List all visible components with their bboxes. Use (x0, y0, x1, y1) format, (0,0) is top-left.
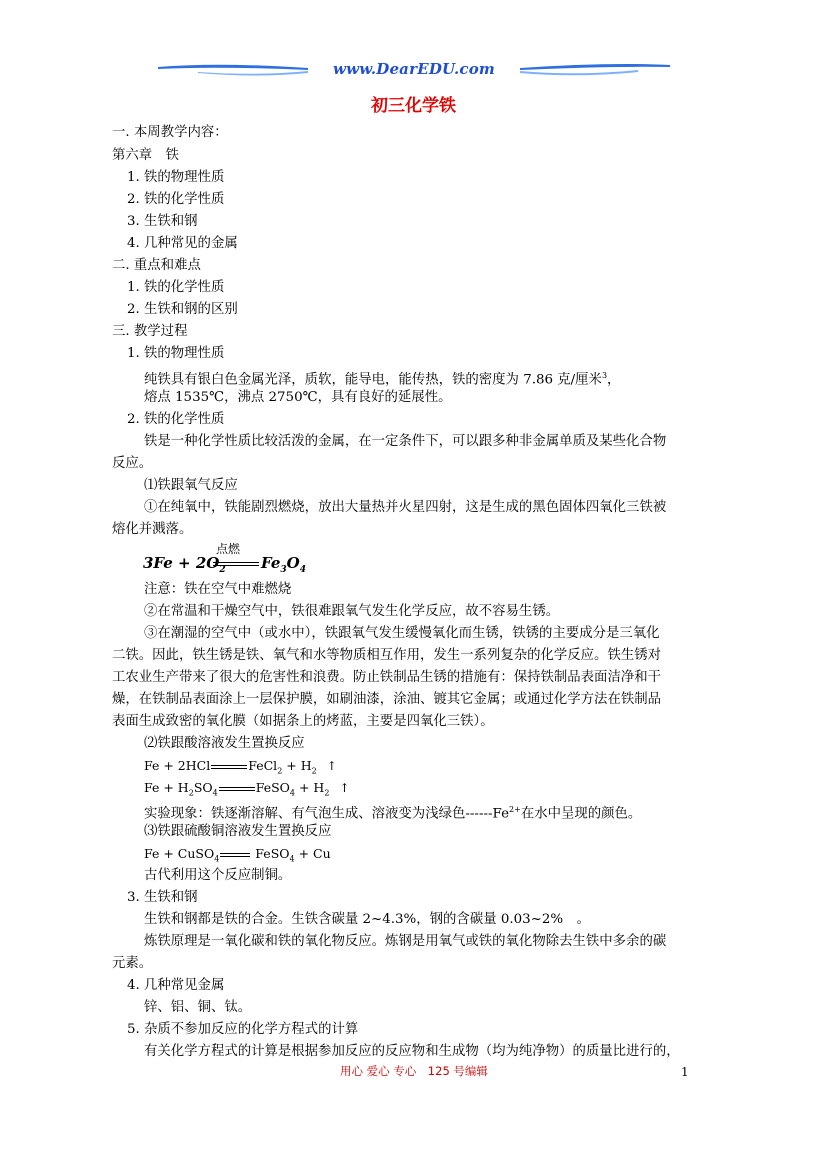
document-title: 初三化学铁 (371, 96, 456, 116)
hcl-equation: Fe + 2HCl FeCl$_2$ + $H_2$ ↑ (144, 758, 337, 776)
equals-bar (213, 562, 259, 566)
list-number: 1. (127, 280, 140, 295)
list-text: 铁的化学性质 (144, 192, 225, 207)
paragraph-line: 二铁。因此，铁生锈是铁、氧气和水等物质相互作用，发生一系列复杂的化学反应。铁生锈对 (112, 648, 662, 663)
paragraph-line: ②在常温和干燥空气中，铁很难跟氧气发生化学反应，故不容易生锈。 (144, 604, 560, 619)
subsection-heading: ⑴铁跟氧气反应 (144, 478, 238, 493)
list-item (127, 977, 737, 995)
list-item (127, 235, 737, 253)
list-number: 4. (127, 236, 140, 251)
paragraph-line (144, 367, 754, 389)
list-number: 2. (127, 192, 140, 207)
paragraph-line: 有关化学方程式的计算是根据参加反应的反应物和生成物（均为纯净物）的质量比进行的， (144, 1044, 680, 1059)
combustion-equation (143, 540, 343, 574)
list-text: 铁的化学性质 (144, 412, 225, 427)
list-number: 3. (127, 214, 140, 229)
cuso4-equation: Fe + CuSO$_4$ FeSO$_4$ + Cu (144, 846, 331, 864)
paragraph-line: 熔点 1535℃，沸点 2750℃，具有良好的延展性。 (144, 390, 452, 405)
paragraph-line: 铁是一种化学性质比较活泼的金属，在一定条件下，可以跟多种非金属单质及某些化合物 (144, 434, 667, 449)
page-number: 1 (681, 1065, 689, 1079)
paragraph-line: 表面生成致密的氧化膜（如据条上的烤蓝，主要是四氧化三铁）。 (112, 714, 494, 729)
subsection-heading: ⑶铁跟硫酸铜溶液发生置换反应 (144, 824, 332, 839)
paragraph-line: 生铁和钢都是铁的合金。生铁含碳量 2~4.3%，钢的含碳量 0.03~2% 。 (144, 912, 590, 927)
list-text: 生铁和钢 (144, 890, 198, 905)
equals-bar (220, 853, 250, 857)
paragraph-line: 燥，在铁制品表面涂上一层保护膜，如刷油漆，涂油、镀其它金属；或通过化学方法在铁制品 (112, 692, 662, 707)
list-item (127, 279, 737, 297)
list-item (127, 345, 737, 363)
paragraph-text: 纯铁具有银白色金属光泽，质软，能导电，能传热，铁的密度为 7.86 克/厘米 (144, 372, 602, 388)
reaction-condition: 点燃 (216, 542, 241, 556)
paragraph-line: 熔化并溅落。 (112, 522, 193, 537)
paragraph-line: 锌、铝、铜、钛。 (144, 1000, 252, 1015)
paragraph-line: ③在潮湿的空气中（或水中），铁跟氧气发生缓慢氧化而生锈，铁锈的主要成分是三氧化 (144, 626, 660, 641)
list-number: 1. (127, 170, 140, 185)
list-number: 4. (127, 978, 140, 993)
list-text: 铁的物理性质 (144, 170, 225, 185)
paragraph-text: ， (607, 372, 621, 388)
list-item (127, 889, 737, 907)
list-text: 铁的化学性质 (144, 280, 225, 295)
up-arrow-icon: ↑ (326, 759, 337, 773)
list-text: 几种常见的金属 (144, 236, 238, 251)
list-item (127, 191, 737, 209)
section-heading-2: 二. 重点和难点 (112, 258, 201, 273)
list-number: 2. (127, 412, 140, 427)
site-url[interactable]: www.DearEDU.com (332, 60, 495, 78)
site-banner (158, 58, 670, 82)
paragraph-line: ①在纯氧中，铁能剧烈燃烧，放出大量热并火星四射，这是生成的黑色固体四氧化三铁被 (144, 500, 667, 515)
paragraph-line: 古代利用这个反应制铜。 (144, 868, 292, 883)
paragraph-line: 反应。 (112, 456, 153, 471)
equals-bar (219, 787, 255, 791)
list-text: 生铁和钢的区别 (144, 302, 238, 317)
up-arrow-icon: ↑ (339, 781, 350, 795)
paragraph-line: 炼铁原理是一氧化碳和铁的氧化物反应。炼钢是用氧气或铁的氧化物除去生铁中多余的碳 (144, 934, 667, 949)
section-heading-1: 一. 本周教学内容： (112, 125, 228, 140)
list-text: 几种常见金属 (144, 978, 225, 993)
list-item (127, 411, 737, 429)
chapter-heading: 第六章 铁 (112, 148, 179, 163)
section-heading-3: 三. 教学过程 (112, 324, 188, 339)
paragraph-line: 实验现象：铁逐渐溶解、有气泡生成、溶液变为浅绿色$------Fe^{2+}$在水中呈现的颜色。 (144, 805, 642, 822)
superscript: 3 (601, 371, 608, 380)
list-item (127, 213, 737, 231)
equation-reactants: $3Fe + 2O_2$ (143, 554, 226, 575)
list-text: 铁的物理性质 (144, 346, 225, 361)
equation-products: $Fe_3O_4$ (261, 554, 306, 575)
paragraph-line: 元素。 (112, 956, 153, 971)
list-item (127, 301, 737, 319)
list-number: 1. (127, 346, 140, 361)
list-number: 5. (127, 1022, 140, 1037)
list-item (127, 169, 737, 187)
paragraph-line: 工农业生产带来了很大的危害性和浪费。防止铁制品生锈的措施有：保持铁制品表面洁净和干 (112, 670, 662, 685)
equals-bar (211, 765, 247, 769)
paragraph-line: 注意：铁在空气中难燃烧 (144, 582, 292, 597)
list-text: 生铁和钢 (144, 214, 198, 229)
list-number: 3. (127, 890, 140, 905)
footer-text: 用心 爱心 专心 125 号编辑 (340, 1064, 488, 1078)
h2so4-equation: $Fe + H_2SO_4$ FeSO$_4$ + $H_2$ ↑ (144, 780, 350, 798)
list-item (127, 1021, 737, 1039)
subsection-heading: ⑵铁跟酸溶液发生置换反应 (144, 736, 305, 751)
superscript: 2+ (509, 805, 521, 814)
list-text: 杂质不参加反应的化学方程式的计算 (144, 1022, 359, 1037)
list-number: 2. (127, 302, 140, 317)
